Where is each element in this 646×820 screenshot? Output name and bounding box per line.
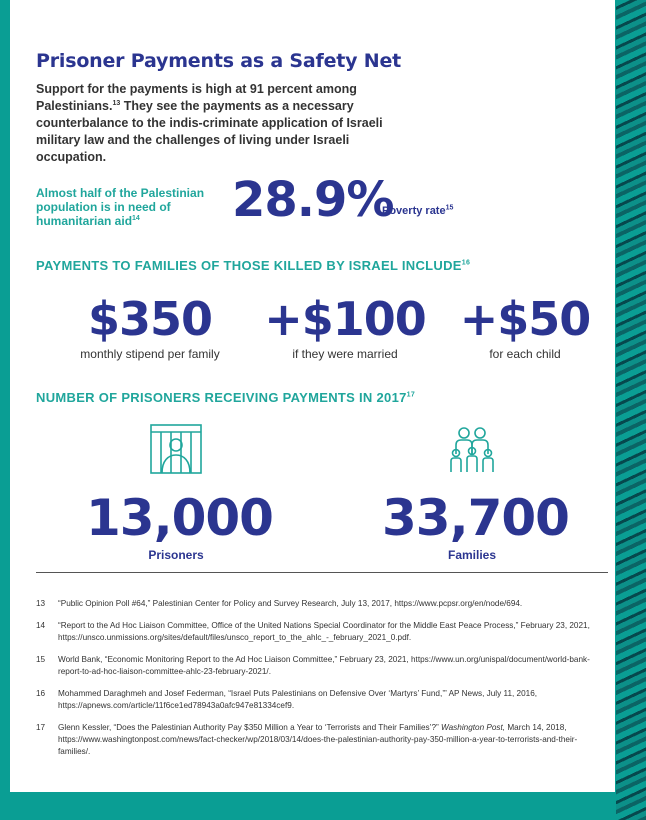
footnote-13: 13 “Public Opinion Poll #64,” Palestinian Center for Policy and Survey Research, July 13, 2017, https://www.pcpsr.org/en/node/694. — [36, 599, 523, 608]
humanitarian-note: Almost half of the Palestinian population is in need of humanitarian aid$^{14}$ — [36, 186, 205, 228]
poverty-rate-value: 28.9% — [232, 172, 394, 228]
payment-amount: $350 — [87, 292, 213, 346]
payments-heading: PAYMENTS TO FAMILIES OF THOSE KILLED BY ISRAEL INCLUDE$^{16}$ — [36, 258, 471, 273]
footnote-15: 15 World Bank, “Economic Monitoring Report to the Ad Hoc Liaison Committee,” February 23, 2021, https://www.un.org/unispal/document/world-bank-report-to-ad-hoc-liaison-committee-ahlc-23-february-2021/. — [36, 655, 590, 676]
stat-families — [382, 420, 569, 562]
footnote-14: 14 “Report to the Ad Hoc Liaison Committee, Office of the United Nations Special Coordinator for the Middle East Peace Process,” February 23, 2021, https://unsco.unmissions.org/sites/default/files/unsco_report_to_the_ahlc_-_february_2021_0.pdf. — [36, 621, 590, 642]
prisoner-bars-icon — [149, 423, 203, 475]
prisoner-count: 13,000 — [86, 489, 273, 547]
family-label: Families — [447, 548, 497, 562]
footnote-16: 16 Mohammed Daraghmeh and Josef Federman, “Israel Puts Palestinians on Defensive Over ‘Martyrs’ Fund,’” AP News, July 11, 2016, https://apnews.com/article/11f6ce1ed78943a0afc947e81334cef9. — [36, 689, 538, 710]
document-page — [10, 0, 615, 792]
footnote-ref: 13 — [112, 99, 121, 107]
intro-paragraph: Support for the payments is high at 91 percent among Palestinians.$^{13}$ They see the payments as a necessary counterbalance to the indis-criminate application of Israeli military law and the challenges of living under Israeli occupation. — [36, 82, 383, 164]
payment-monthly-stipend — [70, 293, 230, 361]
family-count: 33,700 — [382, 489, 569, 547]
footnote-ref: 15 — [445, 204, 454, 212]
footnote-ref: 17 — [406, 391, 416, 399]
footnote-17: 17 Glenn Kessler, “Does the Palestinian Authority Pay $350 Million a Year to ‘Terrorists and Their Families’?” Washington Post, March 14, 2018, https://www.washingtonpost.com/news/fact-checker/wp/2018/03/14/does-the-palestinian-authority-pay-350-million-a-year-to-terrorists-and-their-families/. — [36, 723, 578, 756]
footnote-divider — [36, 572, 608, 573]
family-icon — [447, 424, 497, 474]
payment-description: monthly stipend per family — [80, 347, 220, 361]
payment-description: for each child — [489, 347, 561, 361]
prisoner-label: Prisoners — [148, 548, 204, 562]
payment-amount: +$100 — [264, 292, 426, 346]
poverty-rate-label: Poverty rate$^{15}$ — [382, 204, 454, 217]
payment-per-child — [450, 293, 600, 361]
payment-married-bonus — [255, 293, 435, 361]
footnotes — [36, 598, 608, 768]
footnote-ref: 14 — [132, 215, 140, 222]
stat-prisoners — [86, 420, 273, 562]
decorative-leaf-border — [616, 0, 646, 820]
payment-amount: +$50 — [459, 292, 591, 346]
footnote-ref: 16 — [461, 259, 471, 267]
prisoners-heading: NUMBER OF PRISONERS RECEIVING PAYMENTS IN 2017$^{17}$ — [36, 390, 416, 405]
page-title: Prisoner Payments as a Safety Net — [36, 50, 402, 72]
payment-description: if they were married — [292, 347, 398, 361]
